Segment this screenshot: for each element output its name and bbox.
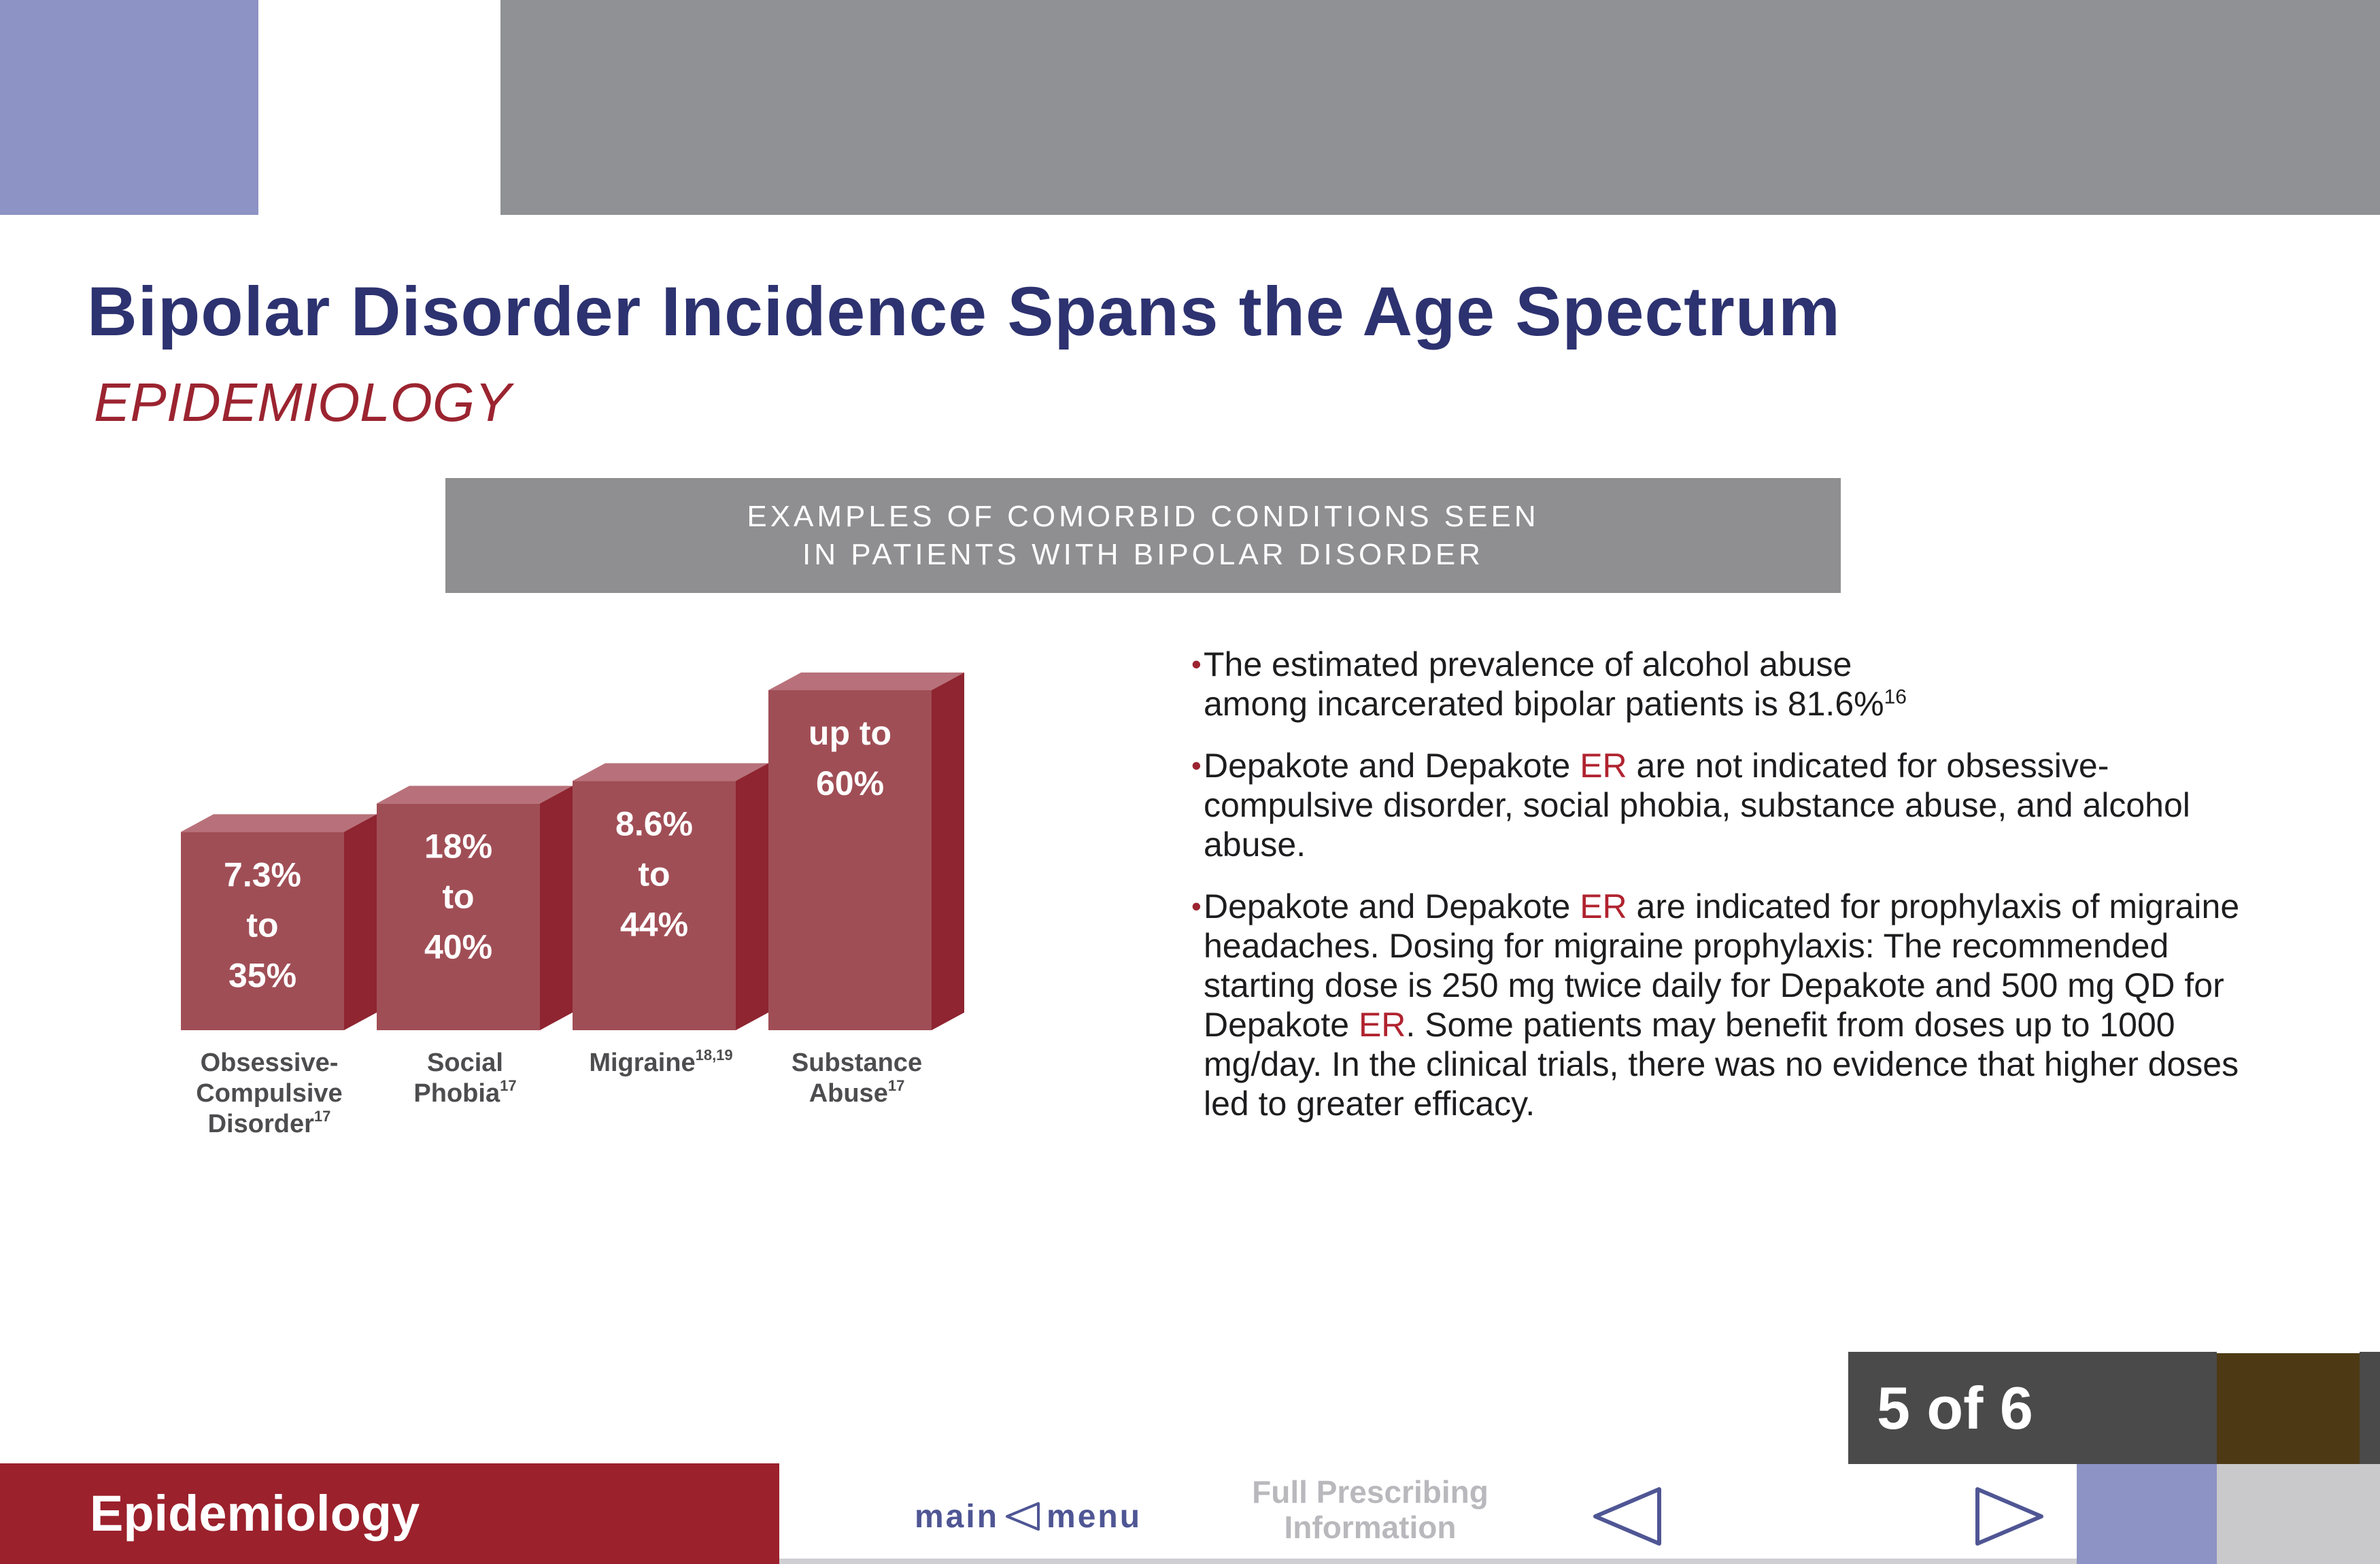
bullet-item <box>1191 887 2252 1123</box>
bar-category-ref: 17 <box>313 1108 331 1125</box>
triangle-right-icon[interactable] <box>1972 1482 2047 1550</box>
bar-value-label: to <box>442 877 475 916</box>
bar-top <box>181 814 377 832</box>
page-subtitle: EPIDEMIOLOGY <box>94 372 511 432</box>
bullet-list <box>1191 645 2252 1146</box>
bar-value-label: 18% <box>424 827 493 866</box>
bar-top <box>573 763 768 781</box>
page-counter-edge <box>2360 1352 2380 1464</box>
fpi-line-2: Information <box>1284 1510 1457 1545</box>
bar-value-label: to <box>246 906 279 945</box>
bar-side <box>540 786 573 1030</box>
bullet-3-er: ER <box>1580 887 1627 925</box>
bar-value-label: 8.6% <box>615 804 693 843</box>
bullet-3-pre: Depakote and Depakote <box>1204 887 1580 925</box>
bullet-1-line-2: among incarcerated bipolar patients is 81.6% <box>1204 685 1884 723</box>
header-grey-bar <box>500 0 2380 215</box>
bullet-1-ref: 16 <box>1884 685 1907 709</box>
bar-value-label: 40% <box>424 928 493 966</box>
bar-category-ref: 17 <box>887 1077 905 1094</box>
footer-section-label[interactable]: Epidemiology <box>0 1463 779 1564</box>
bar-category-label: Obsessive- <box>200 1049 339 1077</box>
bar-category-label: Abuse$^{17}$ <box>809 1077 905 1108</box>
bullet-2-er: ER <box>1580 747 1627 785</box>
bar-category-label: Phobia$^{17}$ <box>413 1077 517 1108</box>
bullet-2-post: are not indicated for obsessive-compulsive disorder, social phobia, substance abuse, and alcohol abuse. <box>1204 747 2190 864</box>
bar-category-label: Substance <box>791 1049 923 1077</box>
bullet-item <box>1191 746 2252 864</box>
bar-value-label: 35% <box>228 956 297 995</box>
bar-top <box>377 786 573 804</box>
main-menu-label-menu: menu <box>1047 1498 1142 1535</box>
main-menu-button[interactable] <box>915 1489 1142 1544</box>
bar-value-label: 44% <box>619 905 689 944</box>
comorbidity-bar-chart <box>136 673 1034 1163</box>
bar-value-label: 7.3% <box>224 855 301 894</box>
bar-category-label: Migraine$^{18,19}$ <box>589 1047 733 1077</box>
bar-side <box>344 814 377 1030</box>
bar-value-label: up to <box>808 714 892 752</box>
chart-banner-line-2: IN PATIENTS WITH BIPOLAR DISORDER <box>802 537 1484 571</box>
footer-grey-block <box>2217 1464 2380 1564</box>
bar-category-label: Disorder$^{17}$ <box>207 1108 331 1138</box>
bar-category-ref: 18,19 <box>695 1047 733 1064</box>
bullet-dot-icon: • <box>1191 749 1202 781</box>
bullet-3-post: . Some patients may benefit from doses up to 1000 mg/day. In the clinical trials, there was no evidence that higher doses led to greater efficacy. <box>1204 1006 2239 1123</box>
bar-category-label: Compulsive <box>196 1079 343 1108</box>
triangle-left-icon[interactable] <box>1590 1482 1665 1550</box>
page-title: Bipolar Disorder Incidence Spans the Age Spectrum <box>87 273 1841 350</box>
full-prescribing-info-link[interactable] <box>1238 1474 1503 1545</box>
bar-category-label: Social <box>427 1049 503 1077</box>
bar-side <box>736 763 768 1030</box>
bullet-3-er-2: ER <box>1358 1006 1406 1044</box>
main-menu-label-main: main <box>915 1498 1000 1535</box>
bullet-1-line-1: The estimated prevalence of alcohol abuse <box>1204 645 1852 683</box>
bar-category-ref: 17 <box>500 1077 517 1094</box>
bullet-dot-icon: • <box>1191 648 1202 680</box>
triangle-left-outline-icon <box>1004 1501 1041 1531</box>
header-blue-block <box>0 0 258 215</box>
bullet-3-mid: are indicated for prophylaxis of migraine headaches. Dosing for migraine prophylaxis: The recommended starting dose is 250 mg twice daily for Depakote and 500 mg QD for Depakote <box>1204 887 2240 1044</box>
footer-blue-block <box>2077 1464 2217 1564</box>
bar-side <box>932 673 964 1030</box>
fpi-line-1: Full Prescribing <box>1252 1474 1489 1510</box>
bullet-item <box>1191 645 2252 724</box>
chart-banner <box>445 478 1841 593</box>
chart-banner-line-1: EXAMPLES OF COMORBID CONDITIONS SEEN <box>747 499 1540 533</box>
page-counter: 5 of 6 <box>1848 1352 2217 1464</box>
bar-value-label: to <box>638 855 670 894</box>
bullet-2-pre: Depakote and Depakote <box>1204 747 1580 785</box>
bullet-dot-icon: • <box>1191 890 1202 922</box>
bar-value-label: 60% <box>815 764 885 802</box>
page-counter-swatch <box>2217 1353 2360 1464</box>
bar-top <box>768 673 964 690</box>
